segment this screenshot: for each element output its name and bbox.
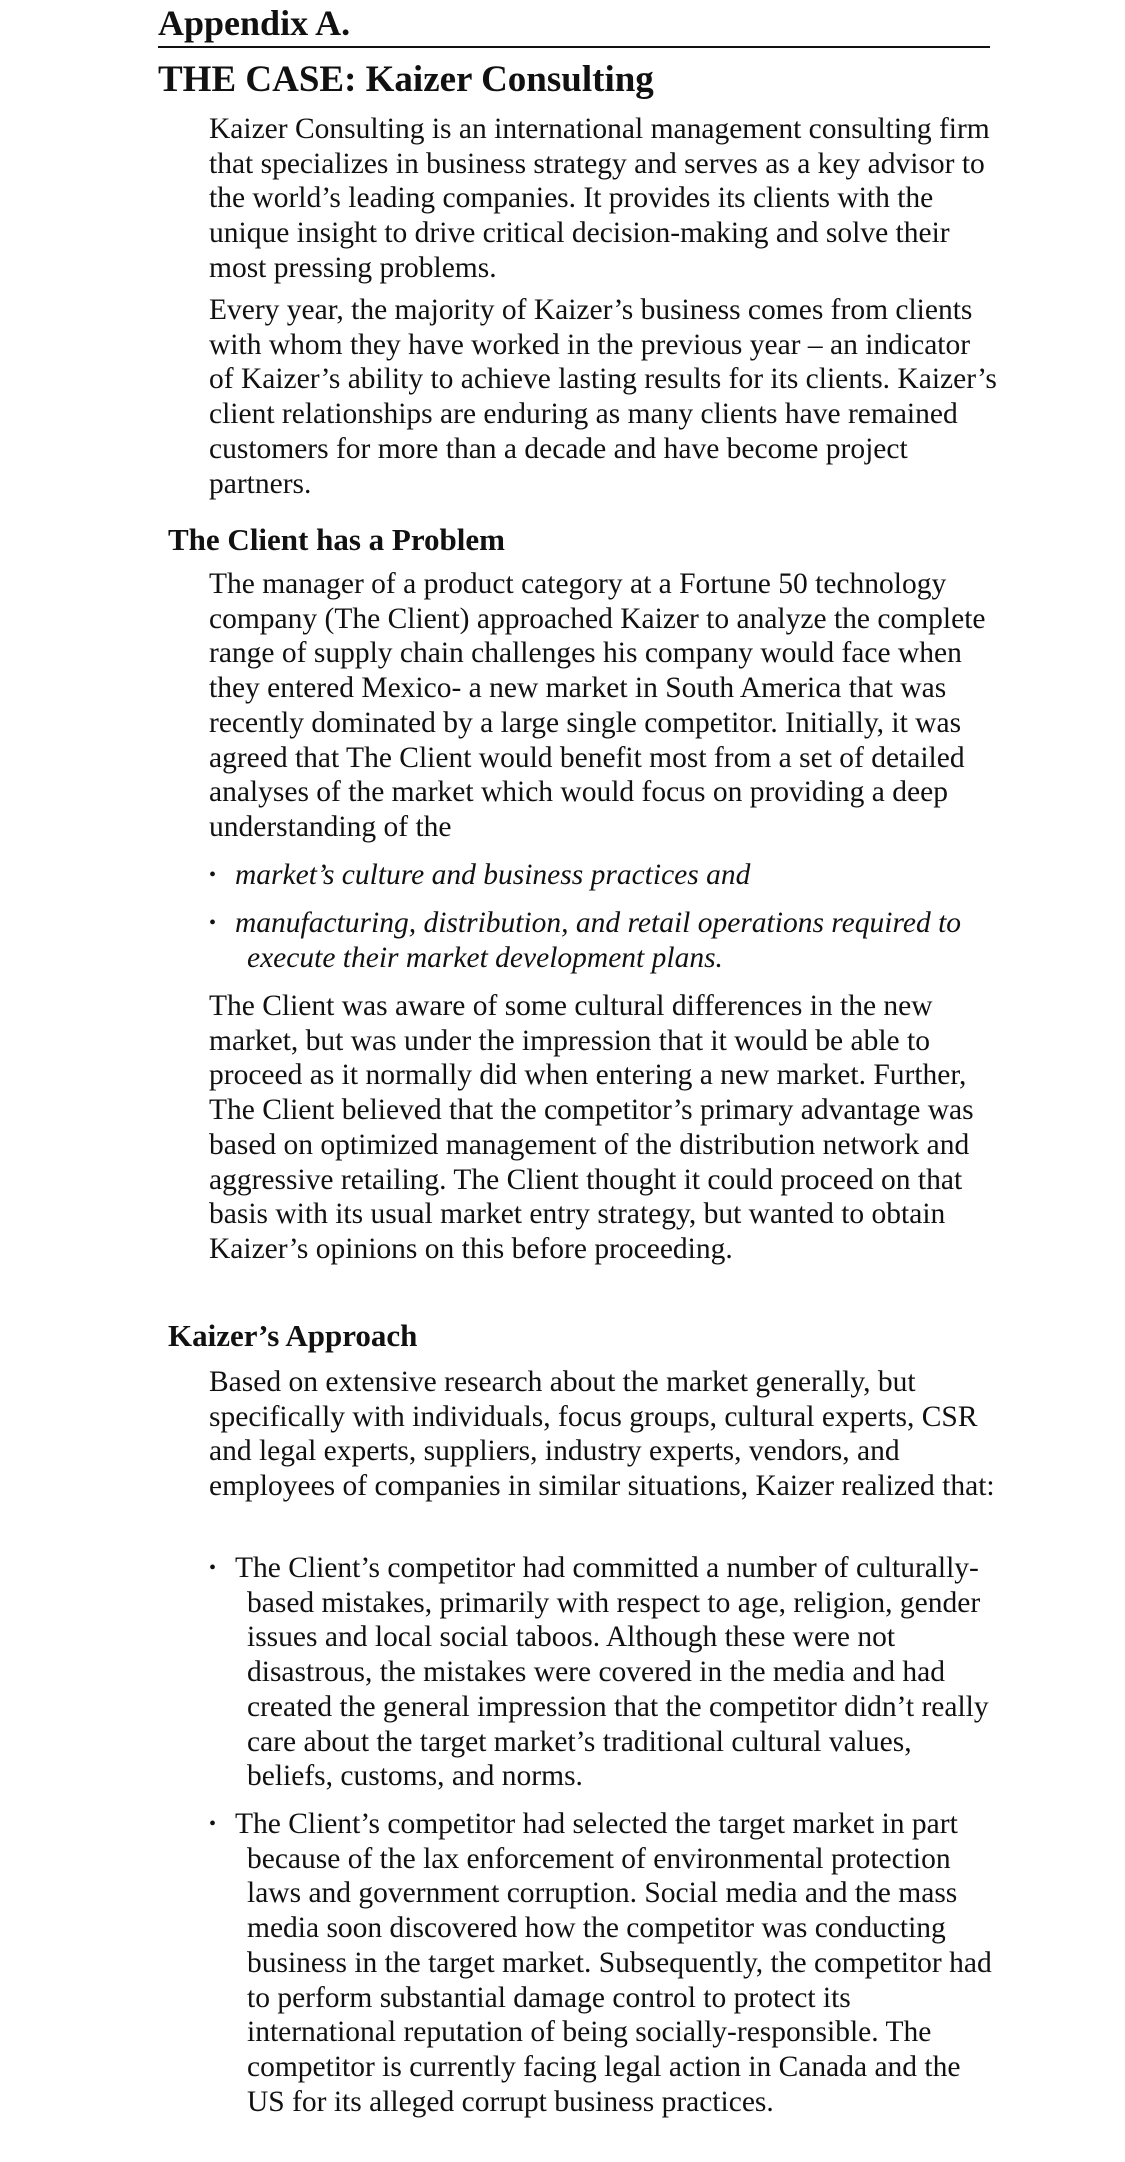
client-problem-paragraph-1: The manager of a product category at a Fortune 50 technology company (The Client) approached Kaizer to analyze the complete range of supply chain challenges his company would face when they entered Mexico- a new market in South America that was recently dominated by a large single competitor. Initially, it was agreed that The Client would benefit most from a set of detailed analyses of the market which would focus on providing a deep understanding of the (209, 568, 986, 843)
bullet-icon: • (209, 1813, 217, 1835)
bullet-icon: • (209, 912, 217, 934)
client-problem-paragraph-2: The Client was aware of some cultural differences in the new market, but was under the impression that it would be able to proceed as it normally did when entering a new market. Further, The Client believed that the competitor’s primary advantage was based on optimized management of the distribution network and aggressive retailing. The Client thought it could proceed on that basis with its usual market entry strategy, but wanted to obtain Kaizer’s opinions on this before proceeding. (209, 990, 974, 1265)
client-problem-heading: The Client has a Problem (168, 522, 505, 557)
bullet-text: The Client’s competitor had selected the target market in part because of the lax enforcement of environmental protection laws and government corruption. Social media and the mass media soon discovered how the competitor was conducting business in the target market. Subsequently, the competitor had to perform substantial damage control to protect its international reputation of being socially-responsible. The competitor is currently facing legal action in Canada and the US for its alleged corrupt business practices. (235, 1808, 992, 2118)
appendix-heading: Appendix A. (158, 0, 990, 48)
bullet-icon: • (209, 1557, 217, 1579)
bullet-text: market’s culture and business practices and (235, 859, 751, 891)
intro-paragraph-2: Every year, the majority of Kaizer’s business comes from clients with whom they have worked in the previous year – an indicator of Kaizer’s ability to achieve lasting results for its clients. Kaizer’s client relationships are enduring as many clients have remained customers for more than a decade and have become project partners. (209, 294, 997, 500)
case-title: THE CASE: Kaizer Consulting (158, 59, 654, 100)
approach-bullet-2 (209, 1807, 999, 2119)
approach-paragraph: Based on extensive research about the market generally, but specifically with individuals, focus groups, cultural experts, CSR and legal experts, suppliers, industry experts, vendors, and employees of companies in similar situations, Kaizer realized that: (209, 1366, 995, 1503)
approach-heading: Kaizer’s Approach (168, 1318, 418, 1353)
bullet-text: manufacturing, distribution, and retail operations required to execute their market development plans. (235, 907, 962, 974)
client-problem-bullet-2 (209, 906, 999, 975)
intro-paragraph-1: Kaizer Consulting is an international management consulting firm that specializes in business strategy and serves as a key advisor to the world’s leading companies. It provides its clients with the unique insight to drive critical decision-making and solve their most pressing problems. (209, 113, 990, 284)
bullet-text: The Client’s competitor had committed a number of culturally-based mistakes, primarily with respect to age, religion, gender issues and local social taboos. Although these were not disastrous, the mistakes were covered in the media and had created the general impression that the competitor didn’t really care about the target market’s traditional cultural values, beliefs, customs, and norms. (235, 1552, 989, 1793)
client-problem-bullet-1 (209, 858, 999, 893)
bullet-icon: • (209, 864, 217, 886)
approach-bullet-1 (209, 1551, 999, 1794)
